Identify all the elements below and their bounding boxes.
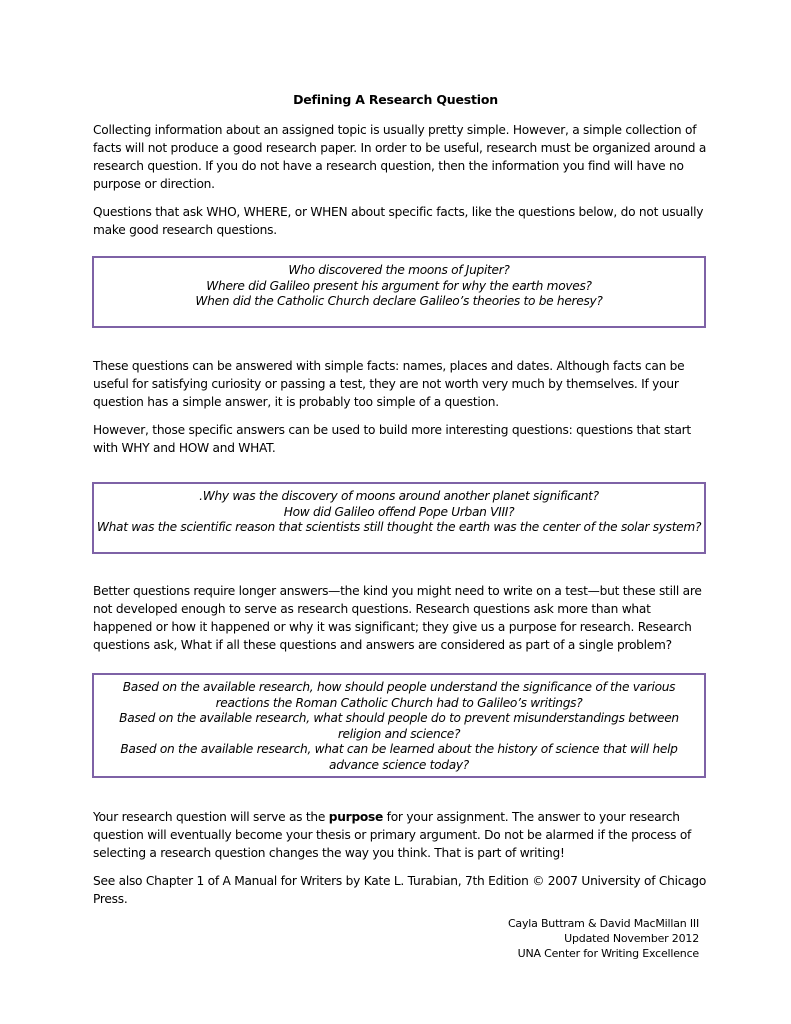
author-credits <box>508 916 699 961</box>
who-where-when-paragraph: Questions that ask WHO, WHERE, or WHEN about specific facts, like the questions below, do not usually make good research questions. <box>93 205 704 237</box>
purpose-text-before: Your research question will serve as the <box>93 810 329 824</box>
why-how-what-paragraph: However, those specific answers can be used to build more interesting questions: questions that start with WHY and HOW and WHAT. <box>93 423 691 455</box>
longer-answers-paragraph: Better questions require longer answers—the kind you might need to write on a test—but these still are not developed enough to serve as research questions. Research questions ask more than what happened or how it happened or why it was significant; they give us a purpose for research. Research questions ask, What if all these questions and answers are considered as part of a single problem? <box>93 584 702 652</box>
better-question: How did Galileo offend Pope Urban VIII? <box>283 504 515 519</box>
credit-updated: Updated November 2012 <box>564 932 699 945</box>
factual-question: When did the Catholic Church declare Galileo’s theories to be heresy? <box>195 294 603 308</box>
research-questions-box <box>92 673 706 778</box>
factual-question: Who discovered the moons of Jupiter? <box>288 263 510 277</box>
simple-facts-paragraph: These questions can be answered with simple facts: names, places and dates. Although facts can be useful for satisfying curiosity or passing a test, they are not worth very much by themselves. If your question has a simple answer, it is probably too simple of a question. <box>93 359 685 409</box>
purpose-emphasis: purpose <box>328 810 384 824</box>
research-question: Based on the available research, what can be learned about the history of science that will help advance science today? <box>120 742 678 772</box>
research-question: Based on the available research, what should people do to prevent misunderstandings between religion and science? <box>119 711 679 741</box>
better-question: What was the scientific reason that scientists still thought the earth was the center of the solar system? <box>96 520 702 534</box>
factual-question: Where did Galileo present his argument for why the earth moves? <box>206 278 592 293</box>
reference-paragraph: See also Chapter 1 of A Manual for Writers by Kate L. Turabian, 7th Edition © 2007 University of Chicago Press. <box>93 874 707 906</box>
better-question: .Why was the discovery of moons around another planet significant? <box>199 489 599 503</box>
credit-authors: Cayla Buttram & David MacMillan III <box>507 917 699 930</box>
credit-center: UNA Center for Writing Excellence <box>517 947 699 960</box>
intro-paragraph: Collecting information about an assigned topic is usually pretty simple. However, a simple collection of facts will not produce a good research paper. In order to be useful, research must be organized around a research question. If you do not have a research question, then the information you find will have no purpose or direction. <box>93 123 707 191</box>
purpose-paragraph <box>93 808 713 862</box>
page-title: Defining A Research Question <box>293 92 498 107</box>
factual-questions-box <box>92 256 706 328</box>
purpose-text-after: for your assignment. The answer to your research question will eventually become your thesis or primary argument. Do not be alarmed if the process of selecting a research question changes the way you think. That is part of writing! <box>93 810 692 860</box>
research-question: Based on the available research, how should people understand the significance of the various reactions the Roman Catholic Church had to Galileo’s writings? <box>122 680 676 710</box>
better-questions-box <box>92 482 706 554</box>
